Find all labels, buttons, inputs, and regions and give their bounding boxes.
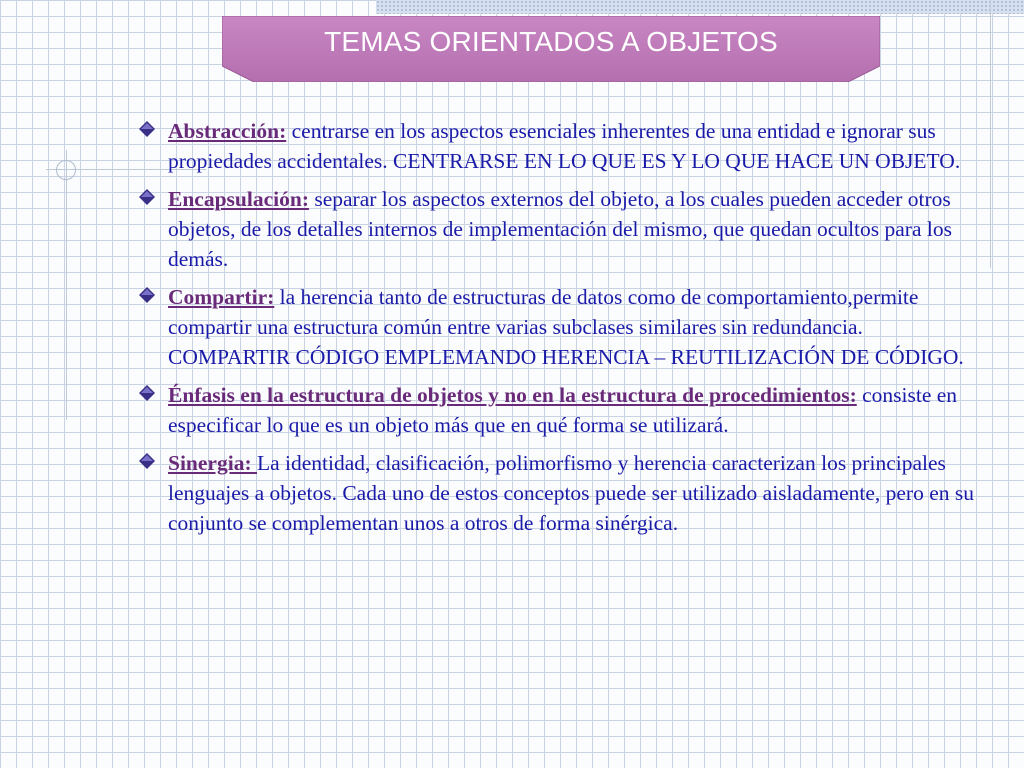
term-abstraccion: Abstracción:: [168, 119, 287, 143]
description-enfasis: consiste en especificar lo que es un objeto más que en qué forma se utilizará.: [168, 383, 958, 437]
decorative-vertical-line-right: [990, 0, 991, 268]
description-abstraccion: centrarse en los aspectos esenciales inherentes de una entidad e ignorar sus propiedades accidentales. CENTRARSE EN LO QUE ES Y LO QUE HACE UN OBJETO.: [168, 119, 961, 173]
diamond-bullet-icon: [138, 120, 156, 138]
term-encapsulacion: Encapsulación:: [168, 187, 309, 211]
description-compartir: la herencia tanto de estructuras de datos como de comportamiento,permite compartir una estructura común entre varias subclases similares sin redundancia. COMPARTIR CÓDIGO EMPLEMANDO HERENCIA – REUTILIZACIÓN DE CÓDIGO.: [168, 285, 964, 369]
decorative-vertical-line-left: [66, 150, 67, 420]
list-item-encapsulacion: [136, 184, 976, 274]
diamond-bullet-icon: [138, 452, 156, 470]
diamond-bullet-icon: [138, 286, 156, 304]
list-item-sinergia: [136, 448, 976, 538]
term-sinergia: Sinergia:: [168, 451, 257, 475]
list-item-enfasis: [136, 380, 976, 440]
top-decorative-strip: [376, 0, 1024, 14]
title-banner: [222, 16, 880, 82]
diamond-bullet-icon: [138, 188, 156, 206]
page-title: TEMAS ORIENTADOS A OBJETOS: [324, 26, 778, 57]
term-enfasis: Énfasis en la estructura de objetos y no en la estructura de procedimientos:: [168, 383, 857, 407]
bullet-list: [136, 116, 976, 546]
list-item-compartir: [136, 282, 976, 372]
description-encapsulacion: separar los aspectos externos del objeto, a los cuales pueden acceder otros objetos, de los detalles internos de implementación del mismo, que quedan ocultos para los demás.: [168, 187, 952, 271]
list-item-abstraccion: [136, 116, 976, 176]
description-sinergia: La identidad, clasificación, polimorfismo y herencia caracterizan los principales lenguajes a objetos. Cada uno de estos conceptos puede ser utilizado aisladamente, pero en su conjunto se complementan unos a otros de forma sinérgica.: [168, 451, 974, 535]
decorative-circle: [56, 160, 76, 180]
term-compartir: Compartir:: [168, 285, 275, 309]
diamond-bullet-icon: [138, 384, 156, 402]
